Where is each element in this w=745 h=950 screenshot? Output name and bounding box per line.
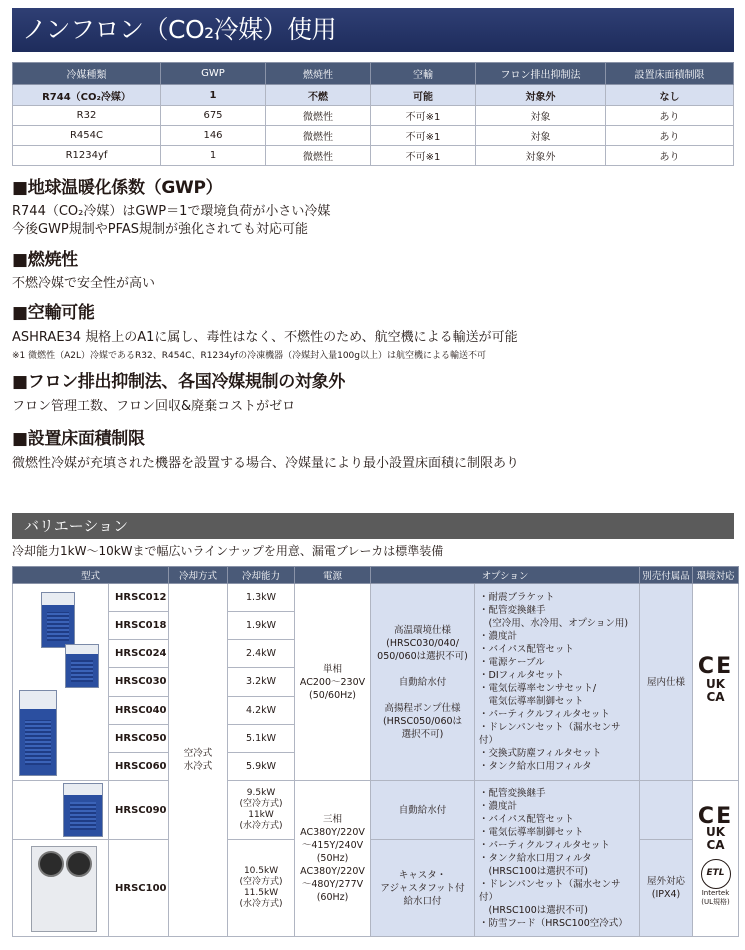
col-header: 冷却方式: [169, 567, 228, 584]
power-supply-three-phase: 三相 AC380Y/220V ～415Y/240V (50Hz) AC380Y/220V ～480Y/277V (60Hz): [295, 781, 371, 937]
product-image-hrsc090: [13, 781, 109, 840]
section-text: 微燃性冷媒が充填された機器を設置する場合、冷媒量により最小設置床面積に制限あり: [12, 456, 520, 471]
table-cell: 1: [161, 146, 266, 166]
environment-indoor-2: [640, 781, 693, 840]
table-cell: 1: [161, 85, 266, 106]
cooling-capacity: 4.2kW: [228, 696, 295, 724]
ukca-mark: UK CA: [705, 825, 726, 852]
table-row: [13, 126, 734, 146]
table-row: [13, 146, 734, 166]
cooling-method: 空冷式 水冷式: [169, 584, 228, 937]
cooling-capacity: 1.3kW: [228, 584, 295, 612]
section-gwp: [12, 178, 734, 239]
product-images-small: [13, 584, 109, 781]
variation-title-bar: バリエーション: [12, 513, 734, 539]
refrigerant-table: [12, 62, 734, 166]
cooling-capacity: 3.2kW: [228, 668, 295, 696]
section-heading: ■空輸可能: [12, 303, 95, 323]
section-text: フロン管理工数、フロン回収&廃棄コストがゼロ: [12, 399, 296, 414]
cooling-capacity: 1.9kW: [228, 612, 295, 640]
section-flammability: [12, 250, 734, 293]
standards-marks-b: [693, 781, 739, 937]
accessories-b: ・配管変換継手 ・濃度計 ・バイパス配管セット ・電気伝導率制御セット ・パーティクルフィルタセット ・タンク給水口用フィルタ (HRSC100は選択不可) ・ドレンパンセット（漏水センサ付） (HRSC100は選択不可) ・防雪フード（HRSC100空冷式）: [475, 781, 640, 937]
section-heading: ■フロン排出抑制法、各国冷媒規制の対象外: [12, 372, 346, 392]
table-cell: 微燃性: [266, 126, 371, 146]
col-header: 冷却能力: [228, 567, 295, 584]
section-heading: ■設置床面積制限: [12, 429, 145, 449]
section-heading: ■地球温暖化係数（GWP）: [12, 178, 223, 198]
model-name: HRSC018: [109, 612, 169, 640]
table-row: [13, 584, 739, 612]
table-cell: あり: [606, 126, 734, 146]
col-header: 冷媒種類: [13, 63, 161, 85]
model-name: HRSC090: [109, 781, 169, 840]
col-header: 別売付属品: [640, 567, 693, 584]
table-cell: あり: [606, 146, 734, 166]
table-cell: 146: [161, 126, 266, 146]
product-image-hrsc100: [13, 840, 109, 937]
model-name: HRSC100: [109, 840, 169, 937]
table-cell: 可能: [371, 85, 476, 106]
model-name: HRSC040: [109, 696, 169, 724]
page-banner: ノンフロン（CO₂冷媒）使用: [12, 8, 734, 52]
chiller-unit-icon: [41, 592, 75, 648]
fan-icon: [38, 851, 64, 877]
footnote: ※1 微燃性（A2L）冷媒であるR32、R454C、R1234yfの冷凍機器（冷媒封入量100g以上）は航空機による輸送不可: [12, 351, 486, 361]
col-header: 型式: [13, 567, 169, 584]
table-cell: 対象: [476, 106, 606, 126]
variation-table-header: [13, 567, 739, 584]
chiller-unit-icon: [63, 783, 103, 837]
environment-indoor: 屋内仕様: [640, 584, 693, 781]
col-header: GWP: [161, 63, 266, 85]
variation-description: 冷却能力1kW～10kWまで幅広いラインナップを用意、漏電ブレーカは標準装備: [12, 544, 444, 558]
section-text: ASHRAE34 規格上のA1に属し、毒性はなく、不燃性のため、航空機による輸送が可能: [12, 330, 518, 345]
etl-mark: ETL: [693, 859, 738, 889]
table-cell: 微燃性: [266, 106, 371, 126]
section-text: 今後GWP規制やPFAS規制が強化されても対応可能: [12, 222, 309, 237]
col-header: オプション: [371, 567, 640, 584]
ukca-mark: UK CA: [705, 676, 726, 704]
cooling-capacity: 5.9kW: [228, 752, 295, 780]
chiller-unit-icon: [65, 644, 99, 688]
table-cell: R32: [13, 106, 161, 126]
variation-table: [12, 566, 739, 937]
table-cell: 不燃: [266, 85, 371, 106]
table-cell: 微燃性: [266, 146, 371, 166]
table-row: [13, 85, 734, 106]
col-header: 燃焼性: [266, 63, 371, 85]
table-cell: なし: [606, 85, 734, 106]
ul-label: (UL規格): [701, 898, 730, 906]
cooling-capacity: 9.5kW (空冷方式) 11kW (水冷方式): [228, 781, 295, 840]
col-header: 空輸: [371, 63, 476, 85]
power-supply-single: 単相 AC200～230V (50/60Hz): [295, 584, 371, 781]
col-header: 設置床面積制限: [606, 63, 734, 85]
cooling-capacity: 2.4kW: [228, 640, 295, 668]
table-cell: 不可※1: [371, 106, 476, 126]
options-a: 高温環境仕様 (HRSC030/040/ 050/060は選択不可) 自動給水付 高揚程ポンプ仕様 (HRSC050/060は 選択不可): [371, 584, 475, 781]
large-chiller-icon: [31, 846, 97, 932]
model-name: HRSC012: [109, 584, 169, 612]
col-header: フロン排出抑制法: [476, 63, 606, 85]
table-cell: R744（CO₂冷媒）: [13, 85, 161, 106]
table-cell: 対象: [476, 126, 606, 146]
fan-icon: [66, 851, 92, 877]
section-air-transport: [12, 303, 734, 362]
section-floor-area: [12, 429, 734, 473]
col-header: 環境対応: [693, 567, 739, 584]
model-name: HRSC030: [109, 668, 169, 696]
environment-outdoor: 屋外対応 (IPX4): [640, 840, 693, 937]
section-text: R744（CO₂冷媒）はGWP＝1で環境負荷が小さい冷媒: [12, 204, 331, 219]
table-cell: 不可※1: [371, 126, 476, 146]
table-cell: 不可※1: [371, 146, 476, 166]
table-cell: 対象外: [476, 85, 606, 106]
table-row: [13, 781, 739, 840]
accessories-a: ・耐震ブラケット ・配管変換継手 (空冷用、水冷用、オプション用) ・濃度計 ・バイパス配管セット ・電源ケーブル ・DIフィルタセット ・電気伝導率センサセット/ 電気伝導率制御セット ・パーティクルフィルタセット ・ドレンパンセット（漏水センサ付） ・交換式防塵フィルタセット ・タンク給水口用フィルタ: [475, 584, 640, 781]
col-header: 電源: [295, 567, 371, 584]
options-b: 自動給水付: [371, 781, 475, 840]
section-text: 不燃冷媒で安全性が高い: [12, 276, 156, 291]
table-cell: あり: [606, 106, 734, 126]
model-name: HRSC024: [109, 640, 169, 668]
chiller-unit-icon: [19, 690, 57, 776]
table-cell: R1234yf: [13, 146, 161, 166]
refrigerant-table-header: [13, 63, 734, 85]
section-regulation: [12, 372, 734, 416]
ce-mark: CE: [697, 804, 734, 829]
table-cell: 675: [161, 106, 266, 126]
section-heading: ■燃焼性: [12, 250, 78, 270]
cooling-capacity: 10.5kW (空冷方式) 11.5kW (水冷方式): [228, 840, 295, 937]
ce-mark: CE: [697, 653, 734, 679]
table-cell: R454C: [13, 126, 161, 146]
standards-marks-a: [693, 584, 739, 781]
model-name: HRSC050: [109, 724, 169, 752]
table-cell: 対象外: [476, 146, 606, 166]
cooling-capacity: 5.1kW: [228, 724, 295, 752]
options-c: キャスタ・ アジャスタフット付 給水口付: [371, 840, 475, 937]
table-row: [13, 106, 734, 126]
intertek-label: Intertek: [701, 889, 730, 897]
model-name: HRSC060: [109, 752, 169, 780]
